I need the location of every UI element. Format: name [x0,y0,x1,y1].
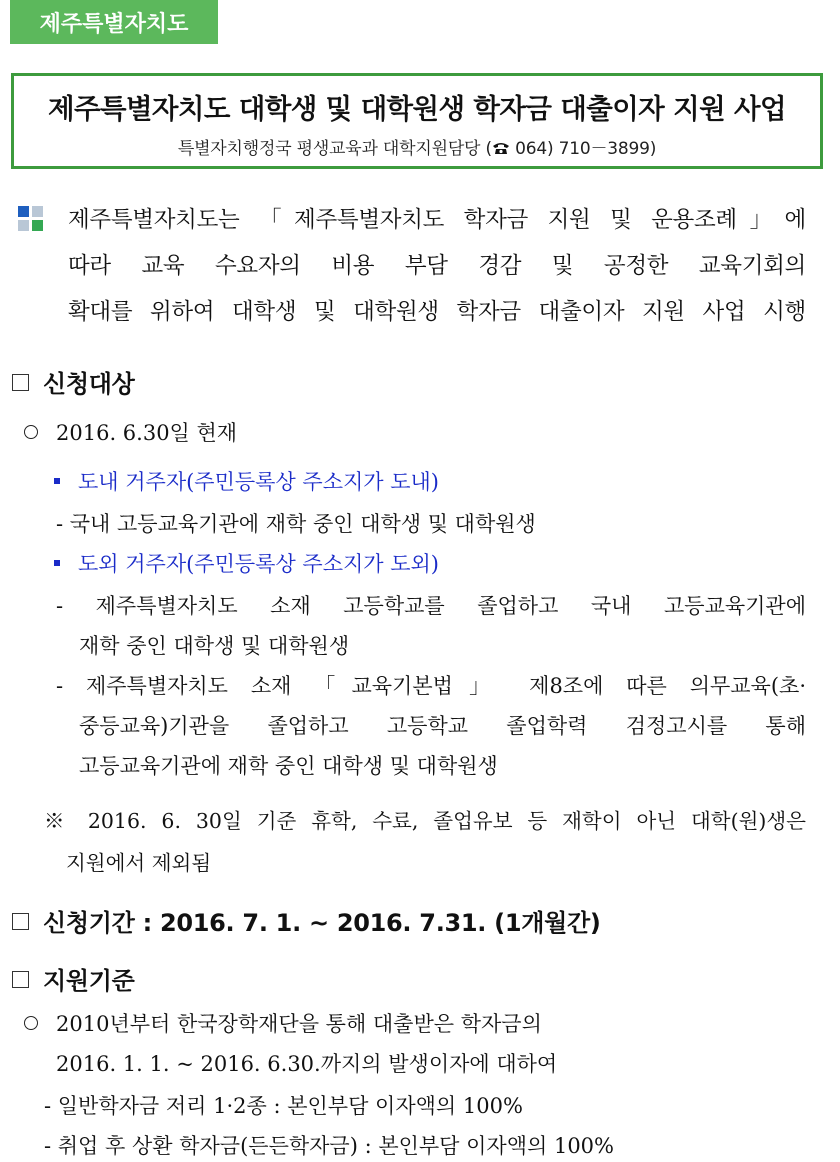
note-line2: 지원에서 제외됨 [66,851,212,875]
org-tag [10,0,218,44]
blue-green-squares-icon [18,206,44,232]
section-period-heading [12,903,601,938]
criteria-item-line2: 2016. 1. 1. ~ 2016. 6.30.까지의 발생이자에 대하여 [56,1052,558,1076]
group2-item1-line1: - 제주특별자치도 소재 고등학교를 졸업하고 국내 고등교육기관에 [56,594,806,618]
phone-icon [492,141,510,155]
intro-line-1: 제주특별자치도는 「제주특별자치도 학자금 지원 및 운용조례」에 [68,207,806,233]
intro-line-2: 따라 교육 수요자의 비용 부담 경감 및 공정한 교육기회의 [68,253,806,279]
dept-name: 특별자치행정국 평생교육과 대학지원담당 ( [177,139,492,159]
section-period-title: 신청기간 : 2016. 7. 1. ~ 2016. 7.31. (1개월간) [43,909,601,937]
dept-contact [14,134,820,159]
intro-line-3: 확대를 위하여 대학생 및 대학원생 학자금 대출이자 지원 사업 시행 [68,299,806,325]
criteria-item-text: 2010년부터 한국장학재단을 통해 대출받은 학자금의 [56,1012,542,1036]
group2-item2-line3: 고등교육기관에 재학 중인 대학생 및 대학원생 [79,754,498,778]
group2-label-line [54,548,439,578]
criterion-line [24,417,237,447]
group1-label-line [54,466,439,496]
group2-item2-line1: - 제주특별자치도 소재 「교육기본법」 제8조에 따른 의무교육(초· [56,674,806,698]
section-applicants-heading [12,364,135,399]
checkbox-square-icon [12,374,29,391]
checkbox-square-icon [12,971,29,988]
group1-item: - 국내 고등교육기관에 재학 중인 대학생 및 대학원생 [56,512,536,536]
group2-label: 도외 거주자(주민등록상 주소지가 도외) [78,552,439,576]
group2-item2-line2: 중등교육)기관을 졸업하고 고등학교 졸업학력 검정고시를 통해 [79,714,806,738]
circle-bullet-icon [24,1016,38,1030]
criteria-sub1: - 일반학자금 저리 1·2종 : 본인부담 이자액의 100% [44,1094,523,1118]
circle-bullet-icon [24,425,38,439]
section-criteria-title: 지원기준 [43,967,135,995]
criteria-sub2: - 취업 후 상환 학자금(든든학자금) : 본인부담 이자액의 100% [44,1134,614,1158]
phone-number: 064) 710－3899) [509,139,657,159]
checkbox-square-icon [12,913,29,930]
square-bullet-icon [54,560,60,566]
section-applicants-title: 신청대상 [43,370,135,398]
square-bullet-icon [54,478,60,484]
org-tag-label: 제주특별자치도 [39,11,189,37]
note-line1: ※ 2016. 6. 30일 기준 휴학, 수료, 졸업유보 등 재학이 아닌 대학(원)생은 [44,809,806,833]
group1-label: 도내 거주자(주민등록상 주소지가 도내) [78,470,439,494]
criteria-item-line1 [24,1008,542,1038]
page-title: 제주특별자치도 대학생 및 대학원생 학자금 대출이자 지원 사업 [48,93,786,125]
group2-item1-line2: 재학 중인 대학생 및 대학원생 [79,634,350,658]
section-criteria-heading [12,961,135,996]
criterion-text: 2016. 6.30일 현재 [56,421,238,445]
title-box [11,73,823,169]
